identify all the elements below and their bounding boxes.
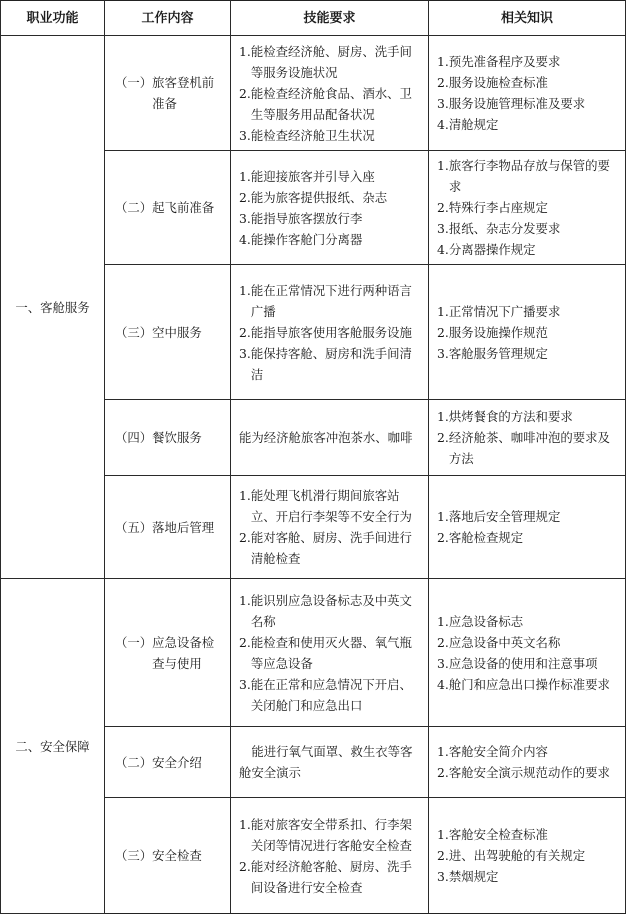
item-number: 1. xyxy=(437,54,449,69)
skill-requirements-cell xyxy=(231,151,429,265)
work-content-number: （二） xyxy=(115,200,153,215)
item-text: 应急设备标志 xyxy=(448,613,524,629)
skill-item xyxy=(239,527,422,569)
skill-item xyxy=(239,187,422,208)
item-number: 1. xyxy=(239,168,251,184)
work-content-title: 安全介绍 xyxy=(152,754,202,770)
item-text: 能检查经济舱卫生状况 xyxy=(250,127,375,143)
item-number: 1. xyxy=(437,158,449,173)
skill-requirements-cell xyxy=(231,579,429,727)
item-number: 2. xyxy=(239,634,251,650)
skill-item xyxy=(239,632,422,674)
knowledge-item xyxy=(437,741,619,762)
skill-list xyxy=(239,590,422,716)
item-number: 3. xyxy=(437,96,449,111)
item-number: 1. xyxy=(239,488,251,503)
item-number: 2. xyxy=(437,530,449,545)
skill-list xyxy=(239,280,422,385)
item-text: 客舱检查规定 xyxy=(448,530,524,545)
item-number: 1. xyxy=(437,303,449,319)
item-number: 1. xyxy=(437,613,449,629)
skill-requirements-cell xyxy=(231,265,429,400)
related-knowledge-cell xyxy=(429,36,626,151)
skill-list xyxy=(239,166,422,250)
knowledge-item xyxy=(437,674,619,695)
item-number: 4. xyxy=(437,242,449,257)
work-content xyxy=(115,427,224,448)
item-text: 客舱服务管理规定 xyxy=(448,345,548,361)
item-number: 3. xyxy=(239,210,251,226)
item-text: 能识别应急设备标志及中英文名称 xyxy=(250,592,412,629)
related-knowledge-cell xyxy=(429,579,626,727)
item-number: 1. xyxy=(437,409,449,424)
item-number: 1. xyxy=(437,827,449,842)
work-content xyxy=(115,197,224,218)
skill-requirements-cell xyxy=(231,476,429,579)
function-cell: 一、客舱服务 xyxy=(1,36,105,579)
related-knowledge-cell xyxy=(429,727,626,798)
work-content-number: （三） xyxy=(115,324,153,340)
item-text: 能指导旅客使用客舱服务设施 xyxy=(250,324,412,340)
knowledge-list xyxy=(437,51,619,135)
table-header xyxy=(1,1,626,36)
item-text: 能检查和使用灭火器、氧气瓶等应急设备 xyxy=(250,634,412,671)
item-number: 2. xyxy=(239,858,251,874)
item-text: 特殊行李占座规定 xyxy=(448,200,548,215)
related-knowledge-cell xyxy=(429,400,626,476)
item-text: 能在正常情况下进行两种语言广播 xyxy=(250,282,412,319)
item-number: 2. xyxy=(437,765,449,780)
work-content-title: 旅客登机前准备 xyxy=(152,75,215,111)
knowledge-item xyxy=(437,155,619,197)
knowledge-item xyxy=(437,653,619,674)
item-text: 客舱安全演示规范动作的要求 xyxy=(448,765,610,780)
knowledge-list xyxy=(437,741,619,783)
skill-item xyxy=(239,208,422,229)
item-number: 2. xyxy=(239,189,251,205)
knowledge-item xyxy=(437,824,619,845)
knowledge-list xyxy=(437,406,619,469)
item-text: 能为旅客提供报纸、杂志 xyxy=(250,189,388,205)
skill-item xyxy=(239,674,422,716)
skill-item xyxy=(239,229,422,250)
header-related-knowledge: 相关知识 xyxy=(429,1,626,36)
item-text: 旅客行李物品存放与保管的要求 xyxy=(448,158,610,194)
table-row xyxy=(1,579,626,727)
work-content-title: 空中服务 xyxy=(152,324,202,340)
item-number: 1. xyxy=(437,509,449,524)
related-knowledge-cell xyxy=(429,265,626,400)
item-text: 烘烤餐食的方法和要求 xyxy=(448,409,573,424)
item-text: 应急设备的使用和注意事项 xyxy=(448,655,598,671)
work-content-title: 落地后管理 xyxy=(152,519,215,535)
item-number: 4. xyxy=(437,117,449,132)
item-number: 2. xyxy=(437,200,449,215)
knowledge-list xyxy=(437,611,619,695)
item-number: 1. xyxy=(239,592,251,608)
header-skill-requirements: 技能要求 xyxy=(231,1,429,36)
item-number: 3. xyxy=(239,345,251,361)
skill-item xyxy=(239,41,422,83)
item-text: 进、出驾驶舱的有关规定 xyxy=(448,848,586,863)
item-number: 3. xyxy=(437,869,449,884)
work-content-cell xyxy=(105,151,231,265)
skill-list xyxy=(239,485,422,569)
skill-item xyxy=(239,125,422,146)
function-cell: 二、安全保障 xyxy=(1,579,105,914)
item-number: 1. xyxy=(239,43,251,59)
item-text: 落地后安全管理规定 xyxy=(448,509,561,524)
item-text: 服务设施检查标准 xyxy=(448,75,548,90)
knowledge-item xyxy=(437,239,619,260)
knowledge-item xyxy=(437,197,619,218)
item-number: 3. xyxy=(437,655,449,671)
item-text: 能迎接旅客并引导入座 xyxy=(250,168,375,184)
skill-text: 能为经济舱旅客冲泡茶水、咖啡 xyxy=(239,430,413,445)
related-knowledge-cell xyxy=(429,798,626,914)
work-content xyxy=(115,72,224,114)
related-knowledge-cell xyxy=(429,151,626,265)
item-text: 预先准备程序及要求 xyxy=(448,54,561,69)
knowledge-item xyxy=(437,506,619,527)
skill-list xyxy=(239,814,422,898)
item-text: 分离器操作规定 xyxy=(448,242,536,257)
work-content-title: 应急设备检查与使用 xyxy=(152,634,215,671)
knowledge-item xyxy=(437,114,619,135)
knowledge-item xyxy=(437,632,619,653)
knowledge-list xyxy=(437,506,619,548)
item-text: 能对经济舱客舱、厨房、洗手间设备进行安全检查 xyxy=(250,858,412,895)
item-text: 能指导旅客摆放行李 xyxy=(250,210,363,226)
item-text: 能检查经济舱食品、酒水、卫生等服务用品配备状况 xyxy=(250,85,412,122)
header-function: 职业功能 xyxy=(1,1,105,36)
item-number: 2. xyxy=(437,324,449,340)
item-number: 2. xyxy=(437,430,449,445)
work-content-number: （四） xyxy=(115,430,153,445)
work-content-cell xyxy=(105,400,231,476)
item-number: 2. xyxy=(239,530,251,545)
work-content-cell xyxy=(105,727,231,798)
knowledge-list xyxy=(437,824,619,887)
knowledge-item xyxy=(437,427,619,469)
skill-requirements-cell xyxy=(231,798,429,914)
item-text: 正常情况下广播要求 xyxy=(448,303,561,319)
work-content-number: （五） xyxy=(115,519,153,535)
item-text: 服务设施操作规范 xyxy=(448,324,548,340)
work-content xyxy=(115,845,224,866)
work-content-cell xyxy=(105,579,231,727)
work-content xyxy=(115,322,224,343)
item-text: 报纸、杂志分发要求 xyxy=(448,221,561,236)
item-number: 3. xyxy=(239,676,251,692)
item-number: 3. xyxy=(239,127,251,143)
item-text: 应急设备中英文名称 xyxy=(448,634,561,650)
item-number: 2. xyxy=(437,634,449,650)
skill-requirements-cell xyxy=(231,36,429,151)
item-text: 能对旅客安全带系扣、行李架关闭等情况进行客舱安全检查 xyxy=(250,816,412,853)
item-number: 1. xyxy=(239,282,251,298)
work-content-cell xyxy=(105,265,231,400)
item-number: 4. xyxy=(239,231,251,247)
knowledge-item xyxy=(437,322,619,343)
item-number: 4. xyxy=(437,676,449,692)
item-number: 2. xyxy=(437,75,449,90)
skill-text: 能进行氧气面罩、救生衣等客舱安全演示 xyxy=(239,744,413,780)
item-number: 3. xyxy=(437,221,449,236)
item-number: 1. xyxy=(239,816,251,832)
work-content-cell xyxy=(105,798,231,914)
item-number: 2. xyxy=(239,324,251,340)
skill-item xyxy=(239,856,422,898)
knowledge-item xyxy=(437,866,619,887)
item-number: 1. xyxy=(437,744,449,759)
related-knowledge-cell xyxy=(429,476,626,579)
item-text: 能保持客舱、厨房和洗手间清洁 xyxy=(250,345,412,382)
skill-item xyxy=(239,485,422,527)
skill-item xyxy=(239,322,422,343)
item-number: 2. xyxy=(239,85,251,101)
work-content xyxy=(115,632,224,674)
knowledge-item xyxy=(437,218,619,239)
item-text: 禁烟规定 xyxy=(448,869,499,884)
knowledge-item xyxy=(437,72,619,93)
work-content-number: （三） xyxy=(115,848,153,863)
skill-item xyxy=(239,83,422,125)
knowledge-item xyxy=(437,51,619,72)
item-text: 经济舱茶、咖啡冲泡的要求及方法 xyxy=(448,430,610,466)
knowledge-item xyxy=(437,845,619,866)
skill-list xyxy=(239,41,422,146)
item-text: 客舱安全简介内容 xyxy=(448,744,548,759)
skill-item xyxy=(239,280,422,322)
skill-requirements-cell xyxy=(231,727,429,798)
work-content-number: （一） xyxy=(115,634,153,650)
item-text: 能检查经济舱、厨房、洗手间等服务设施状况 xyxy=(250,43,412,80)
item-text: 能处理飞机滑行期间旅客站立、开启行李架等不安全行为 xyxy=(250,488,412,524)
knowledge-item xyxy=(437,527,619,548)
work-content xyxy=(115,752,224,773)
work-content-number: （二） xyxy=(115,754,153,770)
knowledge-item xyxy=(437,406,619,427)
work-content xyxy=(115,517,224,538)
table-row xyxy=(1,36,626,151)
item-text: 能在正常和应急情况下开启、关闭舱门和应急出口 xyxy=(250,676,412,713)
knowledge-item xyxy=(437,301,619,322)
skill-item xyxy=(239,166,422,187)
work-content-title: 安全检查 xyxy=(152,848,202,863)
header-work-content: 工作内容 xyxy=(105,1,231,36)
knowledge-item xyxy=(437,343,619,364)
skill-requirements-cell xyxy=(231,400,429,476)
knowledge-item xyxy=(437,93,619,114)
table-body xyxy=(1,36,626,914)
work-content-title: 起飞前准备 xyxy=(152,200,215,215)
item-text: 能对客舱、厨房、洗手间进行清舱检查 xyxy=(250,530,412,566)
item-text: 舱门和应急出口操作标准要求 xyxy=(448,676,610,692)
knowledge-item xyxy=(437,611,619,632)
skill-item xyxy=(239,590,422,632)
work-content-cell xyxy=(105,36,231,151)
knowledge-list xyxy=(437,155,619,260)
work-content-title: 餐饮服务 xyxy=(152,430,202,445)
item-text: 客舱安全检查标准 xyxy=(448,827,548,842)
item-text: 清舱规定 xyxy=(448,117,499,132)
work-content-cell xyxy=(105,476,231,579)
skill-item xyxy=(239,343,422,385)
knowledge-list xyxy=(437,301,619,364)
knowledge-item xyxy=(437,762,619,783)
skill-item xyxy=(239,814,422,856)
item-text: 服务设施管理标准及要求 xyxy=(448,96,586,111)
item-number: 3. xyxy=(437,345,449,361)
item-number: 2. xyxy=(437,848,449,863)
item-text: 能操作客舱门分离器 xyxy=(250,231,363,247)
work-content-number: （一） xyxy=(115,75,153,90)
